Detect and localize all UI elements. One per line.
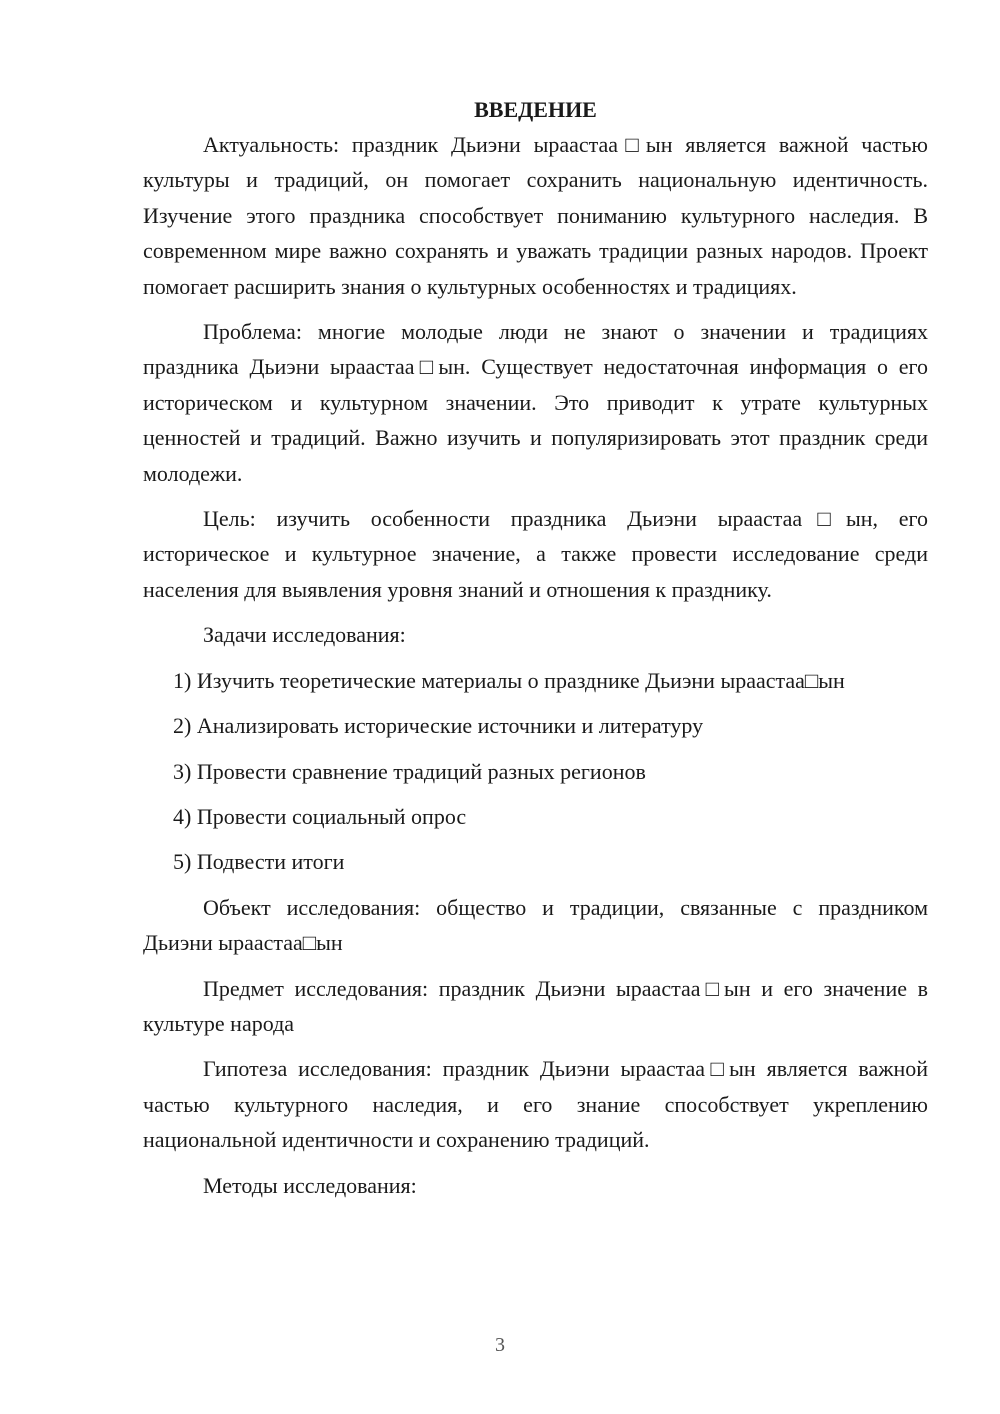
list-item: 2) Анализировать исторические источники и литературу	[173, 713, 704, 739]
paragraph-hypothesis: Гипотеза исследования: праздник Дьиэни ыраастаа□ын является важной частью культурного наследия, и его знание способствует укреплению национальной идентичности и сохранению традиций.	[143, 1056, 928, 1153]
paragraph-methods-label: Методы исследования:	[203, 1172, 417, 1198]
paragraph-relevance: Актуальность: праздник Дьиэни ыраастаа□ын является важной частью культуры и традиций, он помогает сохранить национальную идентичность. Изучение этого праздника способствует пониманию культурного наследия. В современном мире важно сохранять и уважать традиции разных народов. Проект помогает расширить знания о культурных особенностях и традициях.	[143, 132, 928, 299]
list-item: 1) Изучить теоретические материалы о празднике Дьиэни ыраастаа□ын	[173, 667, 845, 693]
paragraph-problem: Проблема: многие молодые люди не знают о значении и традициях праздника Дьиэни ыраастаа□ын. Существует недостаточная информация о его историческом и культурном значении. Это приводит к утрате культурных ценностей и традиций. Важно изучить и популяризировать этот праздник среди молодежи.	[143, 319, 928, 486]
list-item: 3) Провести сравнение традиций разных регионов	[173, 758, 646, 784]
paragraph-tasks-label: Задачи исследования:	[203, 622, 406, 648]
paragraph-goal: Цель: изучить особенности праздника Дьиэни ыраастаа□ын, его историческое и культурное значение, а также провести исследование среди населения для выявления уровня знаний и отношения к празднику.	[143, 506, 928, 602]
tasks-list	[143, 663, 928, 880]
paragraph-subject: Предмет исследования: праздник Дьиэни ыраастаа□ын и его значение в культуре народа	[143, 975, 928, 1036]
page-title: ВВЕДЕНИЕ	[474, 97, 597, 122]
list-item: 5) Подвести итоги	[173, 849, 345, 875]
paragraph-object: Объект исследования: общество и традиции, связанные с праздником Дьиэни ыраастаа□ын	[143, 894, 928, 956]
page-number: 3	[495, 1334, 505, 1356]
page-content	[143, 92, 928, 1203]
list-item: 4) Провести социальный опрос	[173, 803, 467, 829]
